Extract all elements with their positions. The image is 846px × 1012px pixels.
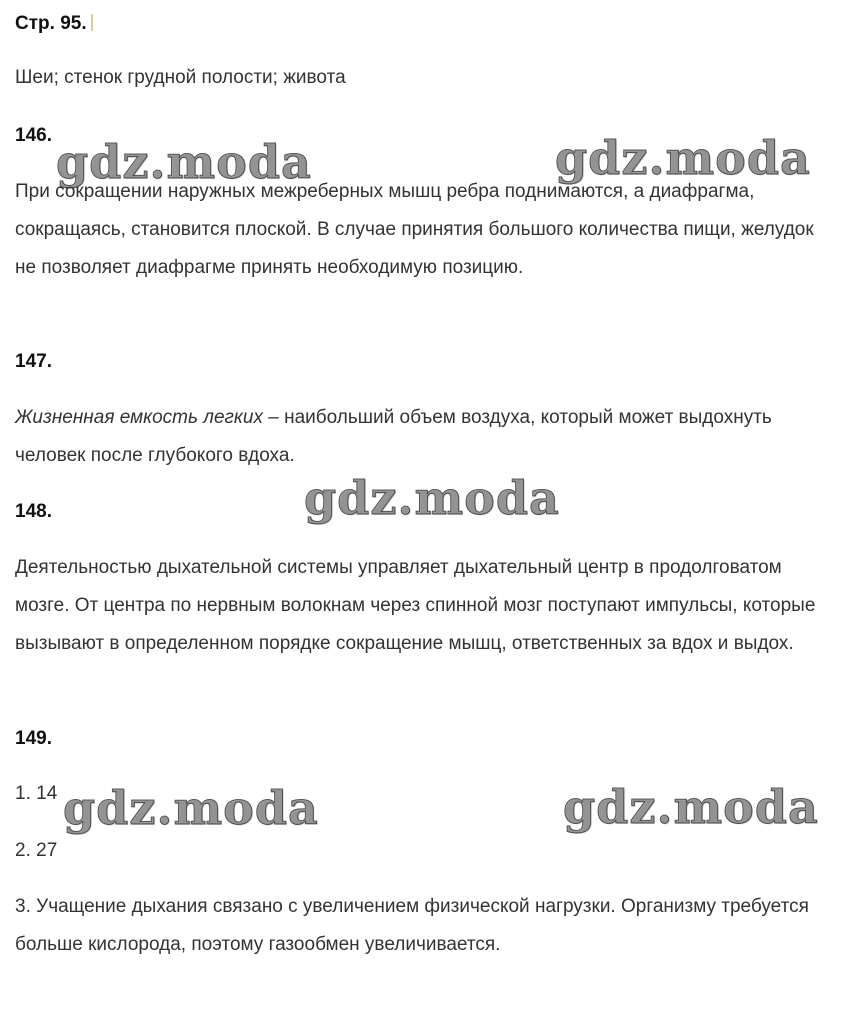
watermark-logo: gdz.moda: [56, 135, 312, 189]
intro-text: Шеи; стенок грудной полости; живота: [15, 67, 346, 88]
watermark-logo: gdz.moda: [304, 471, 560, 525]
task-number-146: 146.: [15, 125, 52, 146]
watermark-logo: gdz.moda: [63, 781, 319, 835]
task-number-147: 147.: [15, 351, 52, 372]
answer-1: 1. 14: [15, 783, 58, 804]
task-number-148: 148.: [15, 501, 52, 522]
term-definition: – наибольший объем воздуха, который может выдохнуть человек после глубокого вдоха.: [15, 407, 772, 466]
term-vital-capacity: Жизненная емкость легких: [15, 407, 263, 428]
task-text-147: [15, 399, 835, 475]
answer-3: 3. Учащение дыхания связано с увеличением физической нагрузки. Организму требуется больше кислорода, поэтому газообмен увеличивается.: [15, 896, 809, 955]
watermark-logo: gdz.moda: [555, 131, 811, 185]
task-number-149: 149.: [15, 728, 52, 749]
text-cursor-mark: [91, 14, 93, 31]
task-text-148: Деятельностью дыхательной системы управляет дыхательный центр в продолговатом мозге. От центра по нервным волокнам через спинной мозг поступают импульсы, которые вызывают в определенном порядке сокращение мышц, ответственных за вдох и выдох.: [15, 557, 816, 654]
answer-2: 2. 27: [15, 840, 58, 861]
page-header: [15, 12, 835, 36]
page-header-text: Стр. 95.: [15, 13, 87, 34]
task-text-146: При сокращении наружных межреберных мышц ребра поднимаются, а диафрагма, сокращаясь, становится плоской. В случае принятия большого количества пищи, желудок не позволяет диафрагме принять необходимую позицию.: [15, 181, 814, 278]
watermark-logo: gdz.moda: [563, 780, 819, 834]
